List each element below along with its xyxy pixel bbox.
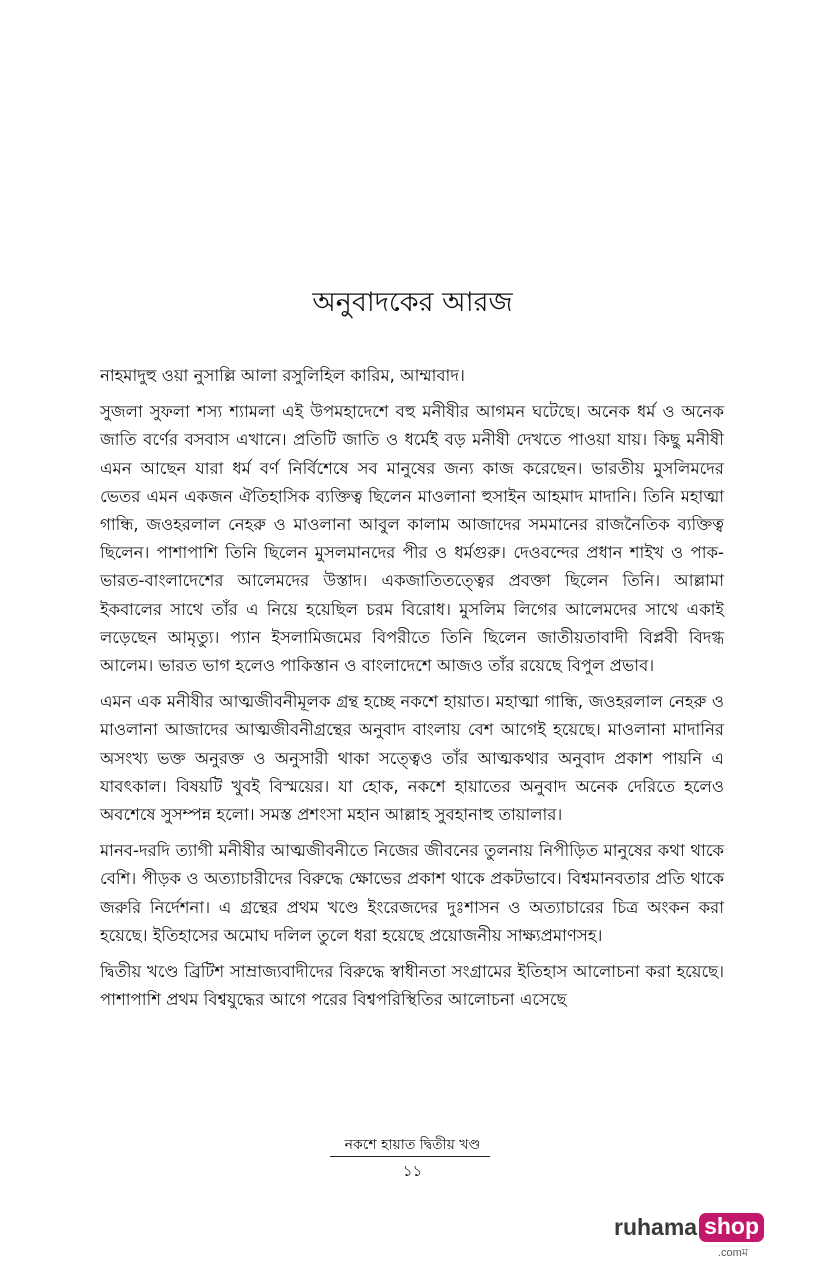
- page-title: অনুবাদকের আরজ: [312, 287, 513, 318]
- page-number: ১১: [402, 1162, 423, 1180]
- paragraph-content: মানব-দরদি ত্যাগী মনীষীর আত্মজীবনীতে নিজের জীবনের তুলনায় নিপীড়িত মানুষের কথা থাকে বেশি। পীড়ক ও অত্যাচারীদের বিরুদ্ধে ক্ষোভের প্রকাশ থাকে প্রকটভাবে। বিশ্বমানবতার প্রতি থাকে জরুরি নির্দেশনা। এ গ্রন্থের প্রথম খণ্ডে ইংরেজদের দুঃশাসন ও অত্যাচারের চিত্র অংকন করা হয়েছে। ইতিহাসের অমোঘ দলিল তুলে ধরা হয়েছে প্রয়োজনীয় সাক্ষ্যপ্রমাণসহ।: [100, 841, 724, 945]
- logo-word: ruhama: [614, 1214, 698, 1240]
- paragraph-greeting: নাহমাদুহু ওয়া নুসাল্লি আলা রসুলিহিল কারিম, আম্মাবাদ।: [100, 366, 465, 385]
- watermark-logo: [614, 1213, 764, 1242]
- paragraph-book: এমন এক মনীষীর আত্মজীবনীমূলক গ্রন্থ হচ্ছে নকশে হায়াত। মহাত্মা গান্ধি, জওহরলাল নেহরু ও মাওলানা আজাদের আত্মজীবনীগ্রন্থের অনুবাদ বাংলায় বেশ আগেই হয়েছে। মাওলানা মাদানির অসংখ্য ভক্ত অনুরক্ত ও অনুসারী থাকা সত্ত্বেও তাঁর আত্মকথার অনুবাদ প্রকাশ পায়নি এ যাবৎকাল। বিষয়টি খুবই বিস্ময়ের। যা হোক, নকশে হায়াতের অনুবাদ অনেক দেরিতে হলেও অবশেষে সুসম্পন্ন হলো। সমস্ত প্রশংসা মহান আল্লাহ সুবহানাহু তায়ালার।: [100, 692, 724, 825]
- logo-domain: .comম: [718, 1247, 748, 1259]
- footer-book-title: নকশে হায়াত দ্বিতীয় খণ্ড: [344, 1137, 481, 1153]
- footer-divider: [330, 1156, 490, 1157]
- paragraph-second-volume: দ্বিতীয় খণ্ডে ব্রিটিশ সাম্রাজ্যবাদীদের বিরুদ্ধে স্বাধীনতা সংগ্রামের ইতিহাস আলোচনা করা হয়েছে। পাশাপাশি প্রথম বিশ্বযুদ্ধের আগে পরের বিশ্বপরিস্থিতির আলোচনা এসেছে: [100, 962, 724, 1010]
- body-text: [100, 362, 724, 1022]
- logo-badge: shop: [699, 1213, 764, 1242]
- paragraph-introduction: সুজলা সুফলা শস্য শ্যামলা এই উপমহাদেশে বহু মনীষীর আগমন ঘটেছে। অনেক ধর্ম ও অনেক জাতি বর্ণের বসবাস এখানে। প্রতিটি জাতি ও ধর্মেই বড় মনীষী দেখতে পাওয়া যায়। কিছু মনীষী এমন আছেন যারা ধর্ম বর্ণ নির্বিশেষে সব মানুষের জন্য কাজ করেছেন। ভারতীয় মুসলিমদের ভেতর এমন একজন ঐতিহাসিক ব্যক্তিত্ব ছিলেন মাওলানা হুসাইন আহমাদ মাদানি। তিনি মহাত্মা গান্ধি, জওহরলাল নেহরু ও মাওলানা আবুল কালাম আজাদের সমমানের রাজনৈতিক ব্যক্তিত্ব ছিলেন। পাশাপাশি তিনি ছিলেন মুসলমানদের পীর ও ধর্মগুরু। দেওবন্দের প্রধান শাইখ ও পাক-ভারত-বাংলাদেশের আলেমদের উস্তাদ। একজাতিতত্ত্বের প্রবক্তা ছিলেন তিনি। আল্লামা ইকবালের সাথে তাঁর এ নিয়ে হয়েছিল চরম বিরোধ। মুসলিম লিগের আলেমদের সাথে একাই লড়েছেন আমৃত্যু। প্যান ইসলামিজমের বিপরীতে তিনি ছিলেন জাতীয়তাবাদী বিপ্লবী বিদগ্ধ আলেম। ভারত ভাগ হলেও পাকিস্তান ও বাংলাদেশে আজও তাঁর রয়েছে বিপুল প্রভাব।: [100, 402, 724, 676]
